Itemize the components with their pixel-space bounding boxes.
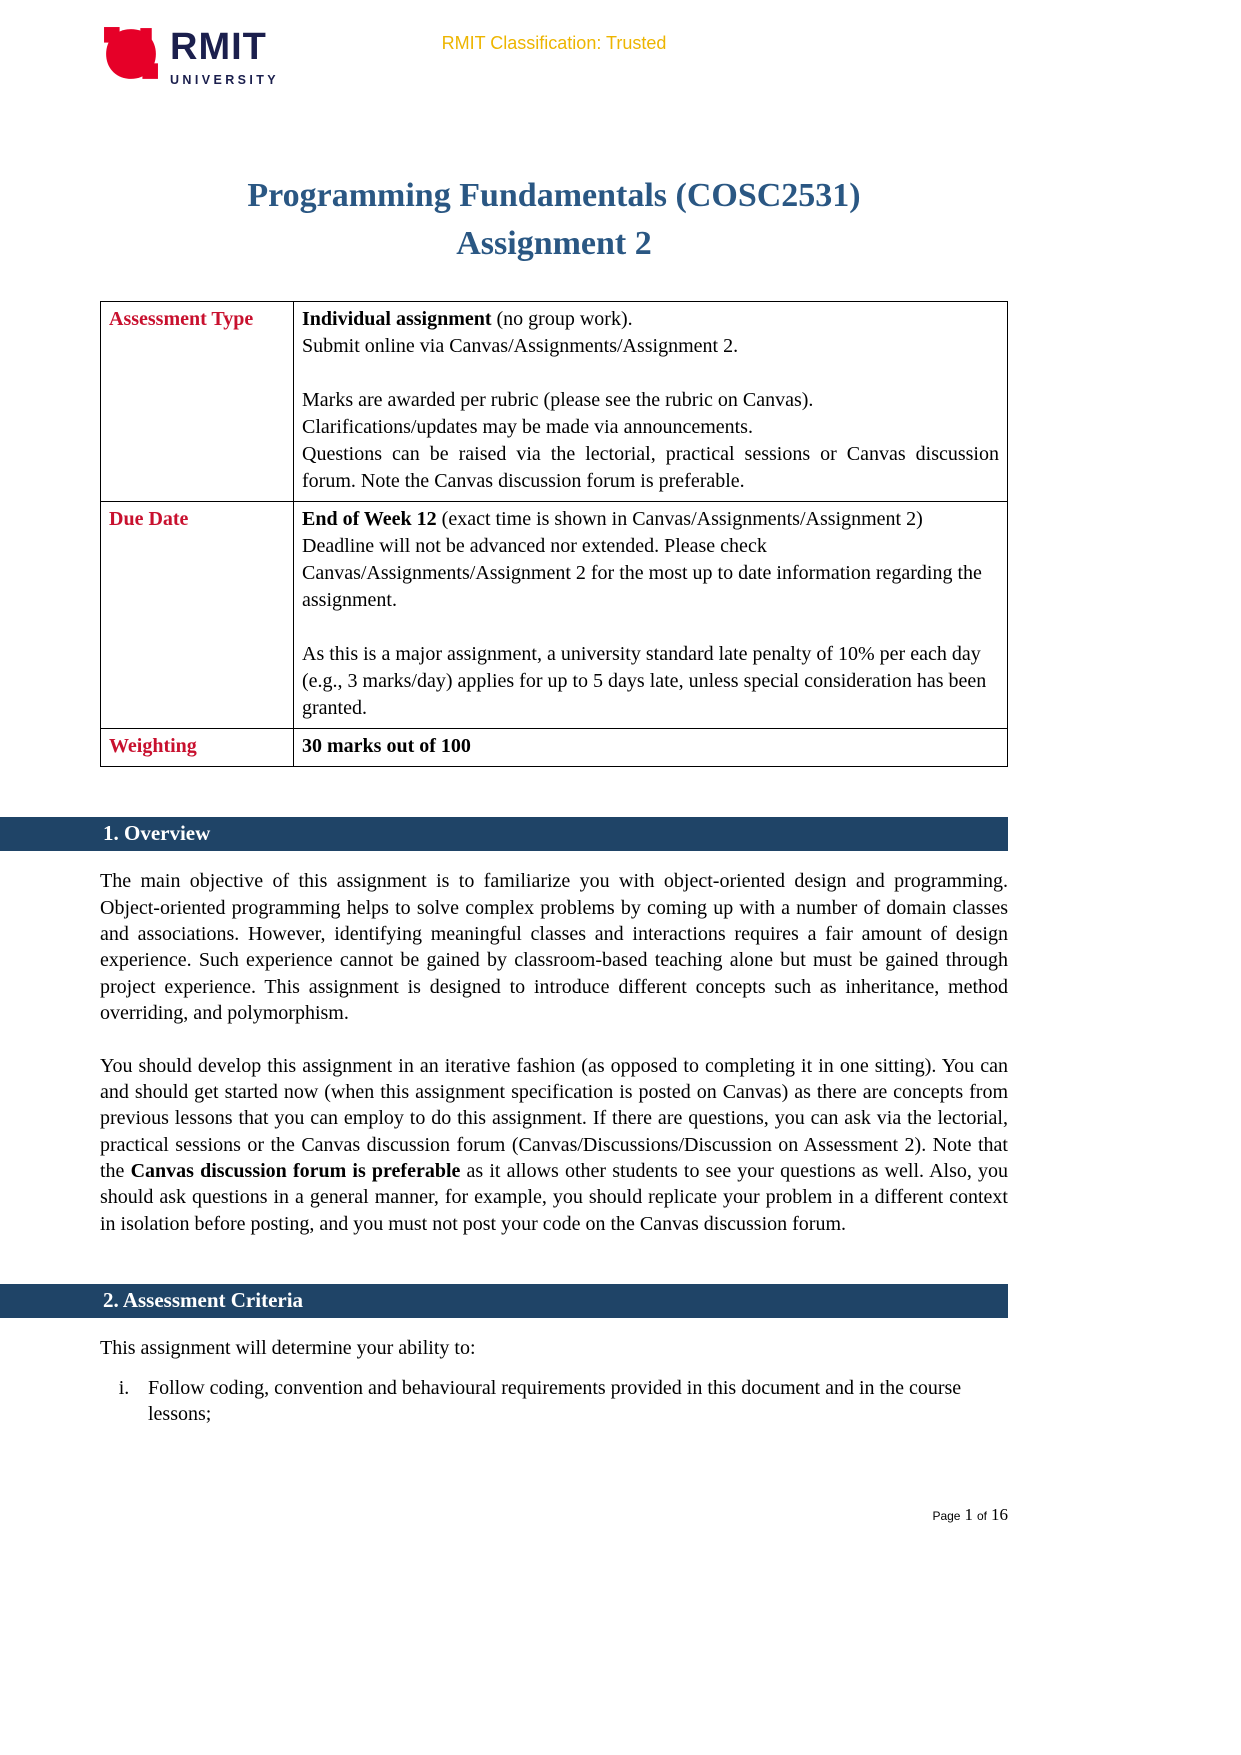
text-run: (no group work). (491, 308, 633, 331)
page-total: 16 (991, 1505, 1008, 1524)
list-item-marker: i. (118, 1376, 130, 1399)
page-number: 1 (964, 1505, 973, 1524)
row-content (294, 502, 1008, 729)
masthead (0, 0, 1241, 130)
paragraph (302, 306, 999, 333)
paragraph (302, 441, 999, 495)
row-content (294, 729, 1008, 767)
page-footer (932, 1505, 1008, 1525)
text-run: Submit online via Canvas/Assignments/Assignment 2. (302, 335, 739, 358)
paragraph (100, 1053, 1008, 1238)
logo-subtitle-text: UNIVERSITY (170, 73, 280, 87)
logo-brand-text: RMIT (170, 26, 267, 68)
text-run: Questions can be raised via the lectorial, practical sessions or Canvas discussion forum. Note the Canvas discussion forum is preferable. (302, 443, 999, 493)
list-item (100, 1375, 1008, 1428)
bold-text-run: 30 marks out of 100 (302, 735, 471, 758)
text-run: as it allows other students to see your questions as well. Also, you should ask questions in a general manner, for example, you should replicate your problem in a different context in isolation before posting, and you must not post your code on the Canvas discussion forum. (100, 1160, 1008, 1235)
criteria-intro-text: This assignment will determine your ability to: (100, 1337, 476, 1360)
page-label: Page (932, 1509, 961, 1523)
table-row-weighting (101, 729, 1008, 767)
row-label: Weighting (101, 729, 294, 767)
text-run: You should develop this assignment in an iterative fashion (as opposed to completing it in one sitting). You can and should get started now (when this assignment specification is posted on Canvas) as there are concepts from previous lessons that you can employ to do this assignment. If there are questions, you can ask via the lectorial, practical sessions or the Canvas discussion forum (Canvas/Discussions/Discussion on Assessment 2). Note that the (100, 1054, 1008, 1183)
overview-section-body (100, 868, 1008, 1237)
document-title (100, 172, 1008, 267)
bold-text-run: Canvas discussion forum is preferable (130, 1160, 461, 1183)
text-run: The main objective of this assignment is to familiarize you with object-oriented design and programming. Object-oriented programming helps to solve complex problems by coming up with a number of domain classes and associations. However, identifying meaningful classes and interactions requires a fair amount of design experience. Such experience cannot be gained by classroom-based teaching alone but must be gained through project experience. This assignment is designed to introduce different concepts such as inheritance, method overriding, and polymorphism. (100, 870, 1008, 1025)
paragraph (302, 641, 999, 722)
paragraph (302, 614, 999, 641)
text-run: Marks are awarded per rubric (please see the rubric on Canvas). (302, 389, 814, 412)
paragraph (302, 506, 999, 614)
list-item-text: Follow coding, convention and behavioural requirements provided in this document and in the course lessons; (148, 1376, 962, 1426)
row-content (294, 302, 1008, 502)
of-label: of (976, 1509, 987, 1523)
table-row-due-date (101, 502, 1008, 729)
table-row-assessment-type (101, 302, 1008, 502)
paragraph (302, 333, 999, 360)
criteria-list (100, 1375, 1008, 1428)
paragraph (302, 414, 999, 441)
paragraph (302, 733, 999, 760)
text-run: (exact time is shown in Canvas/Assignments/Assignment 2) Deadline will not be advanced nor extended. Please check Canvas/Assignments/Assignment 2 for the most up to date information regarding the assignment. (302, 508, 982, 612)
paragraph (100, 868, 1008, 1026)
bold-text-run: End of Week 12 (302, 508, 437, 531)
row-label: Assessment Type (101, 302, 294, 502)
text-run: Clarifications/updates may be made via announcements. (302, 416, 753, 439)
text-run: As this is a major assignment, a university standard late penalty of 10% per each day (e.g., 3 marks/day) applies for up to 5 days late, unless special consideration has been granted. (302, 643, 987, 720)
section-heading-overview: 1. Overview (0, 817, 1008, 851)
paragraph (302, 387, 999, 414)
section-heading-assessment-criteria: 2. Assessment Criteria (0, 1284, 1008, 1318)
classification-banner: RMIT Classification: Trusted (441, 33, 667, 53)
document-title-line1: Programming Fundamentals (COSC2531) (247, 177, 861, 214)
criteria-section-body (100, 1335, 1008, 1427)
row-label: Due Date (101, 502, 294, 729)
document-title-line2: Assignment 2 (456, 224, 652, 262)
bold-text-run: Individual assignment (302, 308, 492, 331)
assessment-info-table (100, 301, 1008, 767)
paragraph (302, 360, 999, 387)
